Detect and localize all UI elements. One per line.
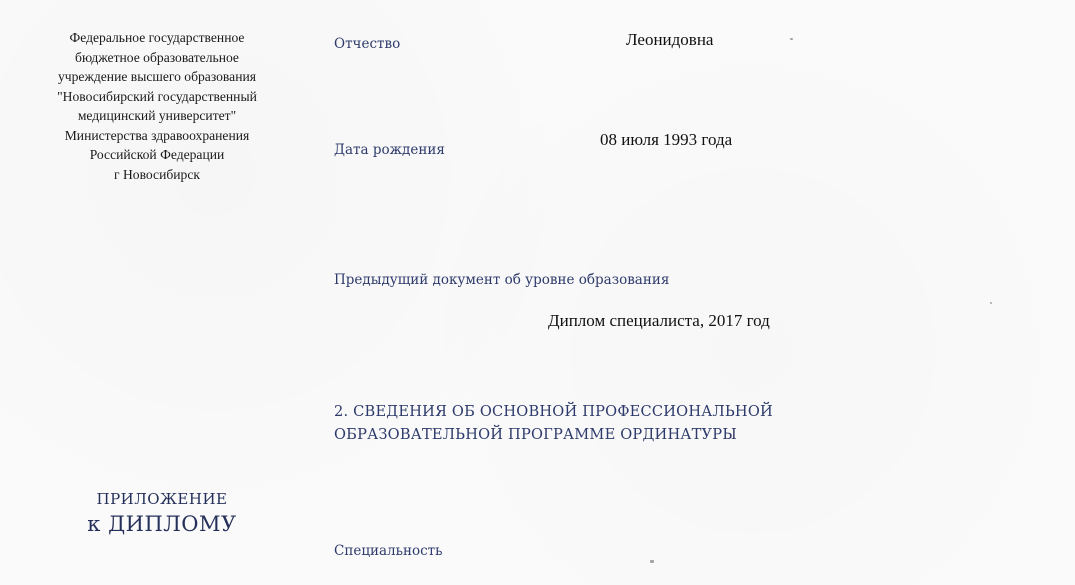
scan-speck xyxy=(790,38,793,40)
institution-line: учреждение высшего образования xyxy=(57,69,256,84)
institution-line: медицинский университет" xyxy=(77,108,237,123)
patronymic-value: Леонидовна xyxy=(626,30,714,49)
institution-line: бюджетное образовательное xyxy=(75,49,239,65)
scan-speck xyxy=(990,302,992,304)
section-2-heading xyxy=(334,400,773,446)
appendix-title-line2: к ДИПЛОМУ xyxy=(87,512,237,536)
specialty-label: Специальность xyxy=(334,543,443,559)
institution-line: Российской Федерации xyxy=(89,147,225,162)
institution-line: Федеральное государственное xyxy=(69,30,245,45)
patronymic-label: Отчество xyxy=(334,36,401,52)
birth-date-value: 08 июля 1993 года xyxy=(600,130,733,149)
institution-line: "Новосибирский государственный xyxy=(57,88,257,104)
section-2-heading-line1: 2. СВЕДЕНИЯ ОБ ОСНОВНОЙ ПРОФЕССИОНАЛЬНОЙ xyxy=(334,403,773,420)
institution-name-block xyxy=(22,28,292,184)
scan-speck xyxy=(650,560,654,563)
appendix-title xyxy=(72,490,252,536)
section-2-heading-line2: ОБРАЗОВАТЕЛЬНОЙ ПРОГРАММЕ ОРДИНАТУРЫ xyxy=(334,426,737,443)
institution-line: Министерства здравоохранения xyxy=(64,127,250,143)
birth-date-label: Дата рождения xyxy=(334,142,445,158)
institution-line: г Новосибирск xyxy=(114,166,200,182)
left-column xyxy=(10,0,290,585)
previous-document-value: Диплом специалиста, 2017 год xyxy=(548,311,770,330)
previous-document-label: Предыдущий документ об уровне образования xyxy=(334,272,670,288)
appendix-title-line1: ПРИЛОЖЕНИЕ xyxy=(96,490,228,508)
